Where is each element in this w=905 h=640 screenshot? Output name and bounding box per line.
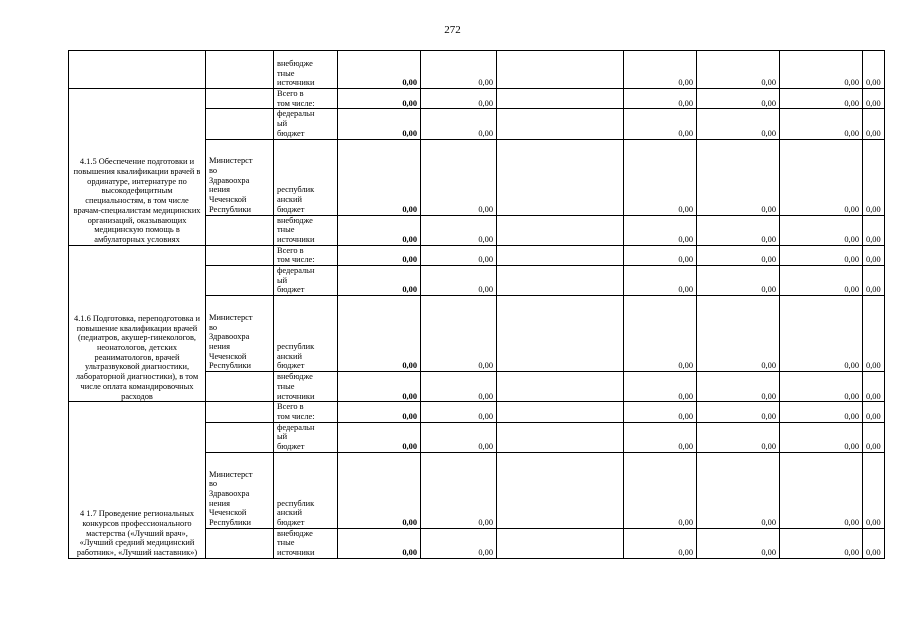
executor-cell [206, 51, 274, 89]
executor-cell [206, 372, 274, 402]
amount-cell: 0,00 [421, 51, 497, 89]
amount-cell: 0,00 [624, 89, 697, 109]
amount-cell [497, 51, 624, 89]
activity-name-cell: 4.1.6 Подготовка, переподготовка и повышение квалификации врачей (педиатров, акушер-гинекологов, неонатологов, детских реаниматологов, врачей ультразвуковой диагностики, лабораторной диагностики), в том числе оплата командировочных расходов [69, 245, 206, 402]
amount-cell: 0,00 [624, 266, 697, 296]
amount-cell: 0,00 [780, 296, 863, 372]
amount-cell: 0,00 [863, 296, 885, 372]
budget-table [68, 50, 885, 559]
amount-cell [497, 402, 624, 422]
amount-cell: 0,00 [863, 528, 885, 558]
amount-cell: 0,00 [697, 109, 780, 139]
amount-cell: 0,00 [780, 109, 863, 139]
funding-source-cell: внебюдже тные источники [274, 51, 338, 89]
amount-cell: 0,00 [780, 51, 863, 89]
amount-cell: 0,00 [697, 402, 780, 422]
amount-cell: 0,00 [863, 51, 885, 89]
amount-cell: 0,00 [697, 296, 780, 372]
amount-cell [497, 109, 624, 139]
funding-source-cell: республик анский бюджет [274, 296, 338, 372]
amount-cell: 0,00 [697, 452, 780, 528]
amount-cell: 0,00 [863, 452, 885, 528]
amount-cell: 0,00 [421, 266, 497, 296]
page-number: 272 [444, 24, 461, 36]
amount-cell [497, 372, 624, 402]
amount-cell: 0,00 [338, 215, 421, 245]
activity-name-cell: 4 1.7 Проведение региональных конкурсов профессионального мастерства («Лучший врач», «Лучший средний медицинский работник», «Лучший наставник») [69, 402, 206, 559]
amount-cell: 0,00 [624, 528, 697, 558]
table-row [69, 89, 885, 109]
amount-cell: 0,00 [863, 109, 885, 139]
amount-cell: 0,00 [338, 528, 421, 558]
table-row [69, 402, 885, 422]
funding-source-cell: федеральн ый бюджет [274, 266, 338, 296]
amount-cell [497, 89, 624, 109]
amount-cell: 0,00 [421, 109, 497, 139]
executor-cell [206, 109, 274, 139]
funding-source-cell: федеральн ый бюджет [274, 109, 338, 139]
amount-cell: 0,00 [338, 422, 421, 452]
amount-cell: 0,00 [863, 245, 885, 265]
amount-cell: 0,00 [338, 139, 421, 215]
amount-cell: 0,00 [624, 215, 697, 245]
amount-cell: 0,00 [697, 266, 780, 296]
amount-cell: 0,00 [624, 402, 697, 422]
amount-cell: 0,00 [421, 402, 497, 422]
amount-cell: 0,00 [624, 422, 697, 452]
amount-cell: 0,00 [421, 215, 497, 245]
amount-cell: 0,00 [780, 402, 863, 422]
amount-cell: 0,00 [780, 266, 863, 296]
amount-cell: 0,00 [421, 89, 497, 109]
funding-source-cell: республик анский бюджет [274, 452, 338, 528]
table-row [69, 245, 885, 265]
amount-cell: 0,00 [697, 372, 780, 402]
amount-cell [497, 452, 624, 528]
amount-cell: 0,00 [421, 452, 497, 528]
executor-cell: Министерст во Здравоохра нения Чеченской Республики [206, 452, 274, 528]
amount-cell: 0,00 [863, 422, 885, 452]
funding-source-cell: внебюдже тные источники [274, 215, 338, 245]
amount-cell: 0,00 [697, 89, 780, 109]
activity-name-cell: 4.1.5 Обеспечение подготовки и повышения квалификации врачей в ординатуре, интернатуре по высокодефицитным специальностям, в том числе врачам-специалистам медицинских организаций, оказывающих медицинскую помощь в амбулаторных условиях [69, 89, 206, 246]
funding-source-cell: республик анский бюджет [274, 139, 338, 215]
amount-cell: 0,00 [697, 245, 780, 265]
amount-cell [497, 422, 624, 452]
amount-cell: 0,00 [338, 452, 421, 528]
amount-cell: 0,00 [697, 215, 780, 245]
amount-cell: 0,00 [421, 296, 497, 372]
amount-cell: 0,00 [338, 245, 421, 265]
activity-name-cell [69, 51, 206, 89]
amount-cell: 0,00 [624, 372, 697, 402]
amount-cell: 0,00 [624, 139, 697, 215]
funding-source-cell: Всего в том числе: [274, 402, 338, 422]
amount-cell: 0,00 [338, 372, 421, 402]
amount-cell: 0,00 [780, 245, 863, 265]
amount-cell [497, 215, 624, 245]
executor-cell [206, 422, 274, 452]
funding-source-cell: федеральн ый бюджет [274, 422, 338, 452]
amount-cell: 0,00 [697, 139, 780, 215]
amount-cell: 0,00 [338, 109, 421, 139]
amount-cell: 0,00 [697, 422, 780, 452]
executor-cell [206, 402, 274, 422]
executor-cell: Министерст во Здравоохра нения Чеченской Республики [206, 296, 274, 372]
amount-cell: 0,00 [421, 528, 497, 558]
amount-cell: 0,00 [863, 266, 885, 296]
amount-cell: 0,00 [863, 372, 885, 402]
funding-source-cell: внебюдже тные источники [274, 372, 338, 402]
amount-cell: 0,00 [697, 51, 780, 89]
amount-cell: 0,00 [624, 51, 697, 89]
amount-cell: 0,00 [780, 528, 863, 558]
amount-cell: 0,00 [780, 452, 863, 528]
amount-cell: 0,00 [338, 296, 421, 372]
amount-cell: 0,00 [338, 51, 421, 89]
amount-cell: 0,00 [780, 215, 863, 245]
amount-cell: 0,00 [338, 89, 421, 109]
executor-cell: Министерст во Здравоохра нения Чеченской Республики [206, 139, 274, 215]
amount-cell: 0,00 [863, 139, 885, 215]
amount-cell: 0,00 [624, 109, 697, 139]
amount-cell: 0,00 [421, 372, 497, 402]
amount-cell [497, 139, 624, 215]
amount-cell: 0,00 [697, 528, 780, 558]
amount-cell [497, 528, 624, 558]
amount-cell: 0,00 [624, 245, 697, 265]
amount-cell: 0,00 [624, 296, 697, 372]
table-row [69, 51, 885, 89]
amount-cell: 0,00 [863, 402, 885, 422]
amount-cell: 0,00 [421, 422, 497, 452]
amount-cell: 0,00 [338, 402, 421, 422]
amount-cell: 0,00 [338, 266, 421, 296]
executor-cell [206, 215, 274, 245]
amount-cell: 0,00 [421, 139, 497, 215]
amount-cell: 0,00 [780, 422, 863, 452]
amount-cell: 0,00 [421, 245, 497, 265]
executor-cell [206, 245, 274, 265]
amount-cell: 0,00 [780, 139, 863, 215]
executor-cell [206, 89, 274, 109]
executor-cell [206, 266, 274, 296]
funding-source-cell: Всего в том числе: [274, 89, 338, 109]
amount-cell: 0,00 [624, 452, 697, 528]
amount-cell [497, 266, 624, 296]
executor-cell [206, 528, 274, 558]
amount-cell: 0,00 [780, 89, 863, 109]
amount-cell: 0,00 [863, 89, 885, 109]
funding-source-cell: внебюдже тные источники [274, 528, 338, 558]
funding-source-cell: Всего в том числе: [274, 245, 338, 265]
amount-cell: 0,00 [780, 372, 863, 402]
amount-cell [497, 296, 624, 372]
amount-cell [497, 245, 624, 265]
amount-cell: 0,00 [863, 215, 885, 245]
